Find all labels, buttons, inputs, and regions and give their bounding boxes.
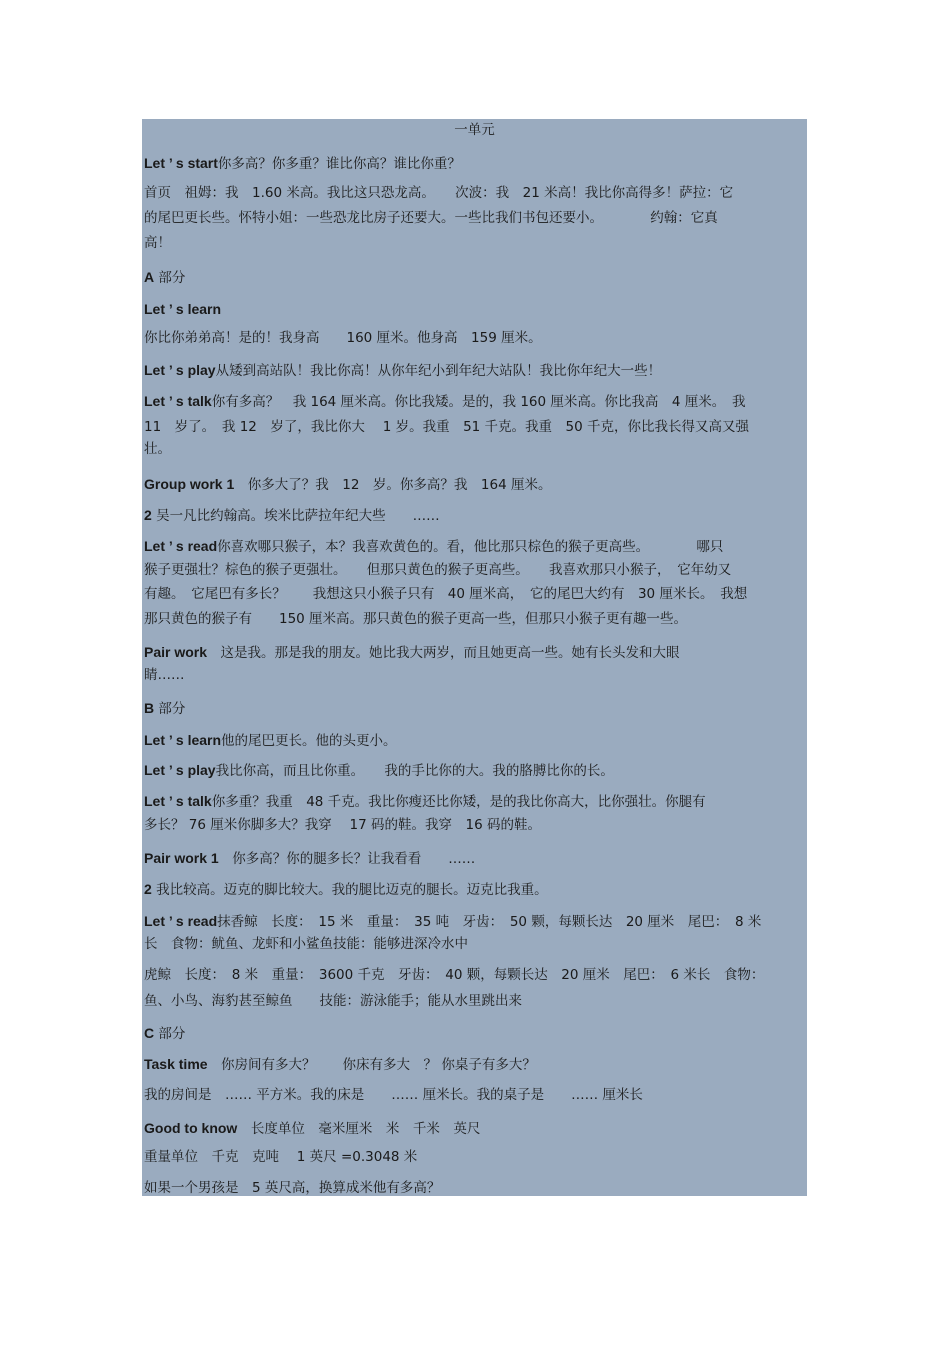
section-heading: Let ’ s read [144, 913, 218, 929]
section-heading: Let ’ s learn [144, 732, 222, 748]
line-text: 首页 祖姆：我 1.60 米高。我比这只恐龙高。 次波：我 21 米高！我比你高得多！萨拉：它 [144, 185, 734, 201]
text-line [144, 849, 475, 868]
line-text: 他的尾巴更长。他的头更小。 [221, 733, 397, 749]
document-page [142, 119, 807, 1196]
section-heading: Let ’ s play [144, 362, 216, 378]
text-line [144, 1119, 480, 1138]
line-text: 你有多高？ 我 164 厘米高。你比我矮。是的，我 160 厘米高。你比我高 4 厘米。 我 [211, 394, 746, 410]
text-line [144, 912, 761, 931]
line-text: 你多重？我重 48 千克。我比你瘦还比你矮，是的我比你高大，比你强壮。你腿有 [211, 794, 706, 810]
line-text: 多长？ 76 厘米你脚多大？我穿 17 码的鞋。我穿 16 码的鞋。 [144, 817, 541, 833]
text-line [144, 666, 185, 684]
section-heading: Let ’ s play [144, 762, 216, 778]
line-text: 的尾巴更长些。怀特小姐：一些恐龙比房子还要大。一些比我们书包还要小。 约翰：它真 [144, 210, 718, 226]
text-line [144, 761, 614, 780]
text-line [144, 329, 542, 347]
line-text: 你喜欢哪只猴子，本？我喜欢黄色的。看，他比那只棕色的猴子更高些。 哪只 [217, 539, 724, 555]
line-text: 你房间有多大？ 你床有多大 ？ 你桌子有多大？ [207, 1057, 536, 1073]
section-heading: Pair work 1 [144, 850, 219, 866]
line-text: 长 食物：鱿鱼、龙虾和小鲨鱼技能：能够进深冷水中 [144, 936, 468, 952]
line-text: 睛…… [144, 667, 185, 683]
text-line [144, 184, 733, 202]
text-line [144, 699, 185, 718]
line-text: 我比你高，而且比你重。 我的手比你的大。我的胳膊比你的长。 [215, 763, 614, 779]
line-text: 猴子更强壮？棕色的猴子更强壮。 但那只黄色的猴子更高些。 我喜欢那只小猴子， 它年幼又 [144, 562, 732, 578]
section-heading: C [144, 1025, 155, 1041]
text-line [144, 966, 764, 984]
text-line [144, 300, 221, 319]
text-line [144, 585, 747, 603]
text-line [144, 268, 185, 287]
line-text: 这是我。那是我的朋友。她比我大两岁，而且她更高一些。她有长头发和大眼 [207, 645, 680, 661]
section-heading: Let ’ s talk [144, 793, 212, 809]
line-text: 部分 [154, 1026, 186, 1042]
section-heading: Let ’ s learn [144, 301, 222, 317]
line-text: 你多大了？我 12 岁。你多高？我 164 厘米。 [234, 477, 552, 493]
section-heading: Group work 1 [144, 476, 235, 492]
text-line [144, 935, 468, 953]
line-text: 从矮到高站队！我比你高！从你年纪小到年纪大站队！我比你年纪大一些！ [215, 363, 662, 379]
text-line [144, 1148, 417, 1166]
page-title: 一单元 [454, 122, 495, 138]
line-text: 你多高？你的腿多长？让我看看 …… [218, 851, 476, 867]
section-heading: Let ’ s read [144, 538, 218, 554]
text-line [144, 506, 440, 525]
line-text: 我的房间是 …… 平方米。我的床是 …… 厘米长。我的桌子是 …… 厘米长 [144, 1087, 643, 1103]
section-heading: Let ’ s talk [144, 393, 212, 409]
section-heading: A [144, 269, 155, 285]
text-line [144, 1086, 643, 1104]
text-line [144, 154, 461, 173]
line-text: 鱼、小鸟、海豹甚至鲸鱼 技能：游泳能手；能从水里跳出来 [144, 993, 522, 1009]
text-line [144, 475, 551, 494]
section-heading: Let ’ s start [144, 155, 218, 171]
text-line [144, 537, 723, 556]
text-line [144, 1024, 185, 1043]
line-text: 有趣。 它尾巴有多长？ 我想这只小猴子只有 40 厘米高， 它的尾巴大约有 30 厘米长。 我想 [144, 586, 748, 602]
text-line [144, 361, 661, 380]
line-text: 高！ [144, 235, 171, 251]
section-heading: 2 [144, 507, 152, 523]
text-line [144, 418, 749, 436]
section-heading: Pair work [144, 644, 208, 660]
text-line [144, 440, 171, 458]
line-text: 部分 [154, 701, 186, 717]
text-line [144, 392, 746, 411]
section-heading: B [144, 700, 155, 716]
line-text: 虎鲸 长度： 8 米 重量： 3600 千克 牙齿： 40 颗，每颗长达 20 厘米 尾巴： 6 米长 食物： [144, 967, 765, 983]
section-heading: 2 [144, 881, 152, 897]
section-heading: Good to know [144, 1120, 238, 1136]
line-text: 你比你弟弟高！是的！我身高 160 厘米。他身高 159 厘米。 [144, 330, 542, 346]
text-line [144, 561, 731, 579]
text-line [144, 880, 548, 899]
text-line [144, 1179, 440, 1197]
text-line [144, 1055, 536, 1074]
text-line [144, 234, 171, 252]
line-text: 11 岁了。 我 12 岁了，我比你大 1 岁。我重 51 千克。我重 50 千克，你比我长得又高又强 [144, 419, 750, 435]
text-line [144, 610, 687, 628]
text-line [144, 792, 706, 811]
line-text: 那只黄色的猴子有 150 厘米高。那只黄色的猴子更高一些，但那只小猴子更有趣一些。 [144, 611, 688, 627]
text-line [144, 209, 718, 227]
line-text: 长度单位 毫米厘米 米 千米 英尺 [237, 1121, 481, 1137]
line-text: 部分 [154, 270, 186, 286]
line-text: 如果一个男孩是 5 英尺高，换算成米他有多高？ [144, 1180, 441, 1196]
text-line [144, 731, 397, 750]
line-text: 重量单位 千克 克吨 1 英尺 =0.3048 米 [144, 1149, 418, 1165]
line-text: 吴一凡比约翰高。埃米比萨拉年纪大些 …… [151, 508, 440, 524]
line-text: 我比较高。迈克的脚比较大。我的腿比迈克的腿长。迈克比我重。 [151, 882, 548, 898]
text-line [144, 992, 522, 1010]
section-heading: Task time [144, 1056, 208, 1072]
line-text: 壮。 [144, 441, 171, 457]
text-line [144, 816, 541, 834]
line-text: 你多高？你多重？谁比你高？谁比你重？ [217, 156, 461, 172]
line-text: 抹香鲸 长度： 15 米 重量： 35 吨 牙齿： 50 颗，每颗长达 20 厘米 尾巴： 8 米 [217, 914, 762, 930]
text-line [144, 643, 680, 662]
